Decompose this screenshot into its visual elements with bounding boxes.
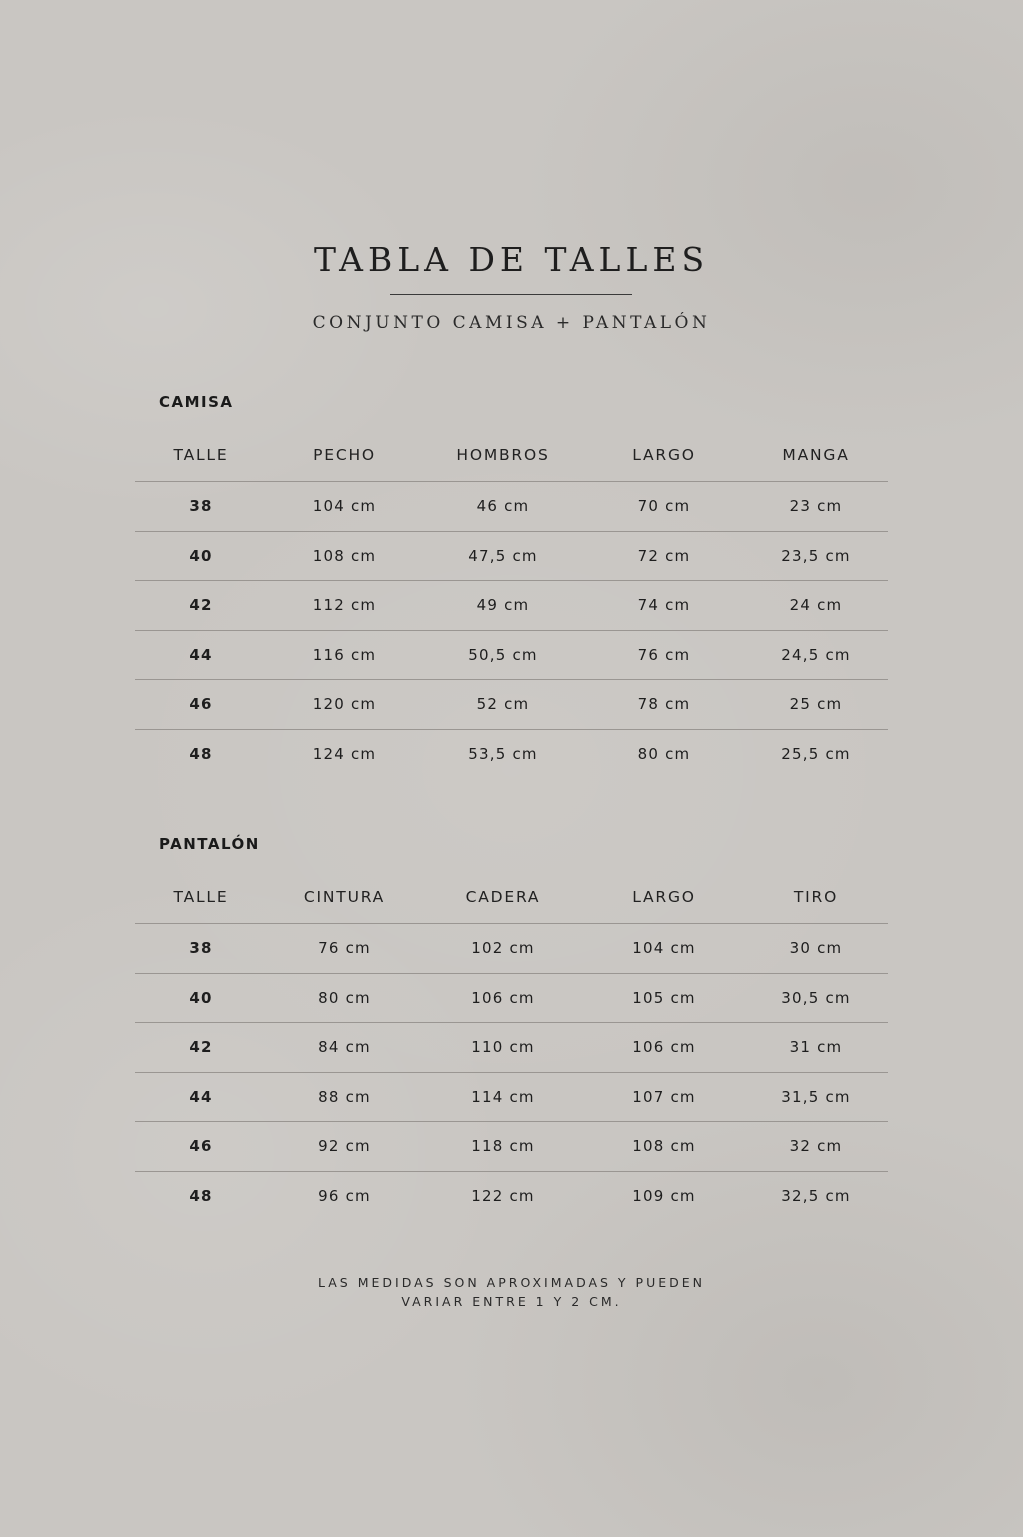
measurement-cell: 102 cm (471, 939, 535, 958)
table-header-row (135, 429, 888, 481)
measurement-cell: 24,5 cm (781, 645, 851, 664)
measurement-cell: 80 cm (637, 744, 691, 763)
note-line-2: VARIAR ENTRE 1 Y 2 CM. (401, 1294, 622, 1309)
measurement-cell: 110 cm (471, 1038, 535, 1057)
measurement-cell: 106 cm (632, 1038, 696, 1057)
measurement-cell: 104 cm (632, 939, 696, 958)
measurement-cell: 49 cm (476, 596, 530, 615)
table-row (135, 973, 888, 1023)
column-header: TIRO (793, 888, 839, 906)
pantalon-table (135, 871, 888, 1220)
measurement-cell: 106 cm (471, 988, 535, 1007)
measurement-cell: 32 cm (789, 1137, 843, 1156)
table-row (135, 531, 888, 581)
table-row (135, 1022, 888, 1072)
section-label-camisa: CAMISA (159, 393, 234, 411)
measurement-cell: 30,5 cm (781, 988, 851, 1007)
measurement-cell: 31,5 cm (781, 1087, 851, 1106)
measurement-cell: 32,5 cm (781, 1186, 851, 1205)
measurement-cell: 76 cm (637, 645, 691, 664)
size-cell: 46 (189, 695, 213, 714)
measurement-cell: 108 cm (312, 546, 377, 565)
size-cell: 40 (189, 988, 213, 1007)
measurement-cell: 104 cm (312, 497, 377, 516)
measurement-cell: 122 cm (471, 1186, 535, 1205)
measurement-cell: 108 cm (632, 1137, 696, 1156)
measurement-cell: 116 cm (312, 645, 377, 664)
column-header: TALLE (173, 446, 229, 464)
measurement-cell: 114 cm (471, 1087, 535, 1106)
measurement-cell: 80 cm (318, 988, 371, 1007)
measurement-cell: 53,5 cm (468, 744, 538, 763)
measurement-cell: 118 cm (471, 1137, 535, 1156)
table-row (135, 923, 888, 973)
column-header: MANGA (782, 446, 850, 464)
size-cell: 44 (189, 645, 213, 664)
table-row (135, 630, 888, 680)
note-line-1: LAS MEDIDAS SON APROXIMADAS Y PUEDEN (318, 1275, 705, 1290)
size-cell: 46 (189, 1137, 213, 1156)
measurement-cell: 23 cm (789, 497, 843, 516)
measurement-cell: 84 cm (318, 1038, 371, 1057)
size-cell: 44 (189, 1087, 213, 1106)
measurement-cell: 124 cm (312, 744, 377, 763)
measurement-cell: 30 cm (789, 939, 843, 958)
measurement-cell: 76 cm (318, 939, 371, 958)
size-cell: 48 (189, 1186, 213, 1205)
measurement-cell: 52 cm (476, 695, 530, 714)
table-row (135, 679, 888, 729)
measurement-cell: 88 cm (318, 1087, 371, 1106)
column-header: CINTURA (303, 888, 386, 906)
size-cell: 48 (189, 744, 213, 763)
measurement-cell: 109 cm (632, 1186, 696, 1205)
column-header: LARGO (632, 446, 696, 464)
measurement-cell: 31 cm (789, 1038, 843, 1057)
page-title: TABLA DE TALLES (313, 240, 710, 279)
measurement-cell: 105 cm (632, 988, 696, 1007)
size-cell: 42 (189, 596, 213, 615)
column-header: PECHO (313, 446, 376, 464)
table-row (135, 1072, 888, 1122)
column-header: CADERA (465, 888, 541, 906)
measurement-cell: 24 cm (789, 596, 843, 615)
size-cell: 40 (189, 546, 213, 565)
measurement-cell: 47,5 cm (468, 546, 538, 565)
table-row (135, 580, 888, 630)
column-header: HOMBROS (456, 446, 550, 464)
measurement-cell: 74 cm (637, 596, 691, 615)
measurement-cell: 46 cm (476, 497, 530, 516)
table-row (135, 1171, 888, 1221)
column-header: TALLE (173, 888, 229, 906)
measurement-cell: 96 cm (318, 1186, 371, 1205)
measurement-note (0, 1273, 1023, 1311)
camisa-table (135, 429, 888, 778)
table-row (135, 729, 888, 779)
column-header: LARGO (632, 888, 696, 906)
measurement-cell: 50,5 cm (468, 645, 538, 664)
measurement-cell: 107 cm (632, 1087, 696, 1106)
measurement-cell: 23,5 cm (781, 546, 851, 565)
size-cell: 38 (189, 939, 213, 958)
table-row (135, 1121, 888, 1171)
size-cell: 38 (189, 497, 213, 516)
measurement-cell: 112 cm (312, 596, 377, 615)
measurement-cell: 120 cm (312, 695, 377, 714)
section-label-pantalon: PANTALÓN (159, 835, 260, 853)
table-row (135, 481, 888, 531)
title-divider (390, 294, 632, 295)
measurement-cell: 25 cm (789, 695, 843, 714)
measurement-cell: 78 cm (637, 695, 691, 714)
page-subtitle: CONJUNTO CAMISA + PANTALÓN (312, 313, 711, 333)
table-header-row (135, 871, 888, 923)
measurement-cell: 72 cm (637, 546, 691, 565)
measurement-cell: 70 cm (637, 497, 691, 516)
measurement-cell: 92 cm (318, 1137, 371, 1156)
measurement-cell: 25,5 cm (781, 744, 851, 763)
size-cell: 42 (189, 1038, 213, 1057)
